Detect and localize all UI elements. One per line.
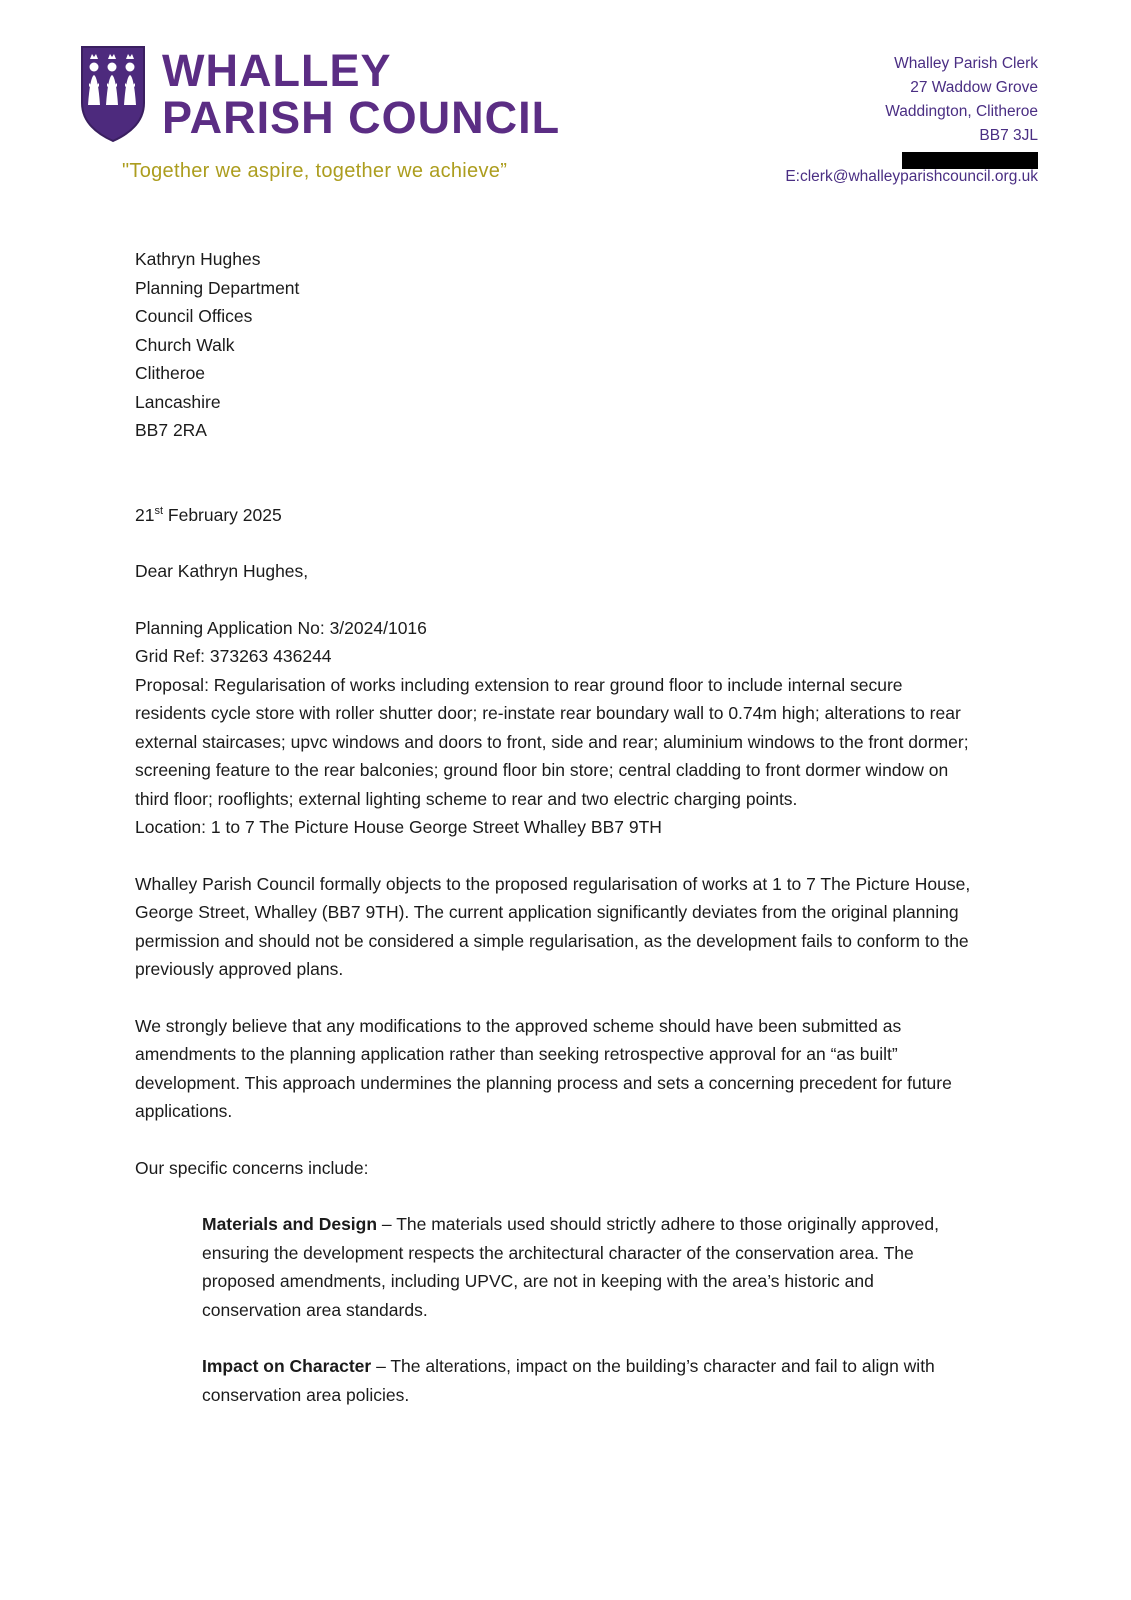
recipient-line: Planning Department xyxy=(135,277,300,298)
salutation: Dear Kathryn Hughes, xyxy=(135,561,309,581)
recipient-line: Clitheroe xyxy=(135,363,206,383)
concerns-intro: Our specific concerns include: xyxy=(135,1157,369,1178)
belief-paragraph: We strongly believe that any modifications to the approved scheme should have been submitted as amendments to the planning application rather than seeking retrospective approval for an “as built” development. This approach undermines the planning process and sets a concerning precedent for future applications. xyxy=(135,1015,952,1121)
clerk-address-line: 27 Waddow Grove xyxy=(910,79,1038,96)
letter-body xyxy=(135,245,975,1409)
clerk-address-line: Whalley Parish Clerk xyxy=(894,55,1038,72)
letterhead xyxy=(0,0,1131,215)
org-name-line1: WHALLEY xyxy=(162,45,392,96)
proposal-description: Proposal: Regularisation of works including extension to rear ground floor to include internal secure residents cycle store with roller shutter door; re-instate rear boundary wall to 0.74m high; alterations to rear external staircases; upvc windows and doors to front, side and rear; aluminium windows to the front dormer; screening feature to the rear balconies; ground floor bin store; central cladding to front dormer window on third floor; rooflights; external lighting scheme to rear and two electric charging points. xyxy=(135,674,969,809)
recipient-address-block xyxy=(135,245,975,445)
org-name xyxy=(162,45,561,143)
application-number: Planning Application No: 3/2024/1016 xyxy=(135,617,427,638)
clerk-email: E:clerk@whalleyparishcouncil.org.uk xyxy=(785,168,1038,185)
clerk-address-block xyxy=(885,52,1038,177)
concern-materials-and-design xyxy=(202,1210,970,1324)
recipient-line: BB7 2RA xyxy=(135,420,207,440)
clerk-address-line: BB7 3JL xyxy=(979,127,1038,144)
concern-title: Materials and Design xyxy=(202,1214,378,1234)
date-ordinal-suffix: st xyxy=(154,504,164,517)
concern-text: – The materials used should strictly adhere to those originally approved, ensuring the development respects the architectural character of the conservation area. The proposed amendments, including UPVC, are not in keeping with the area’s historic and conservation area standards. xyxy=(202,1214,939,1320)
recipient-line: Council Offices xyxy=(135,306,253,326)
clerk-address-line: Waddington, Clitheroe xyxy=(885,103,1038,120)
recipient-line: Kathryn Hughes xyxy=(135,249,261,269)
redacted-phone-bar xyxy=(902,152,1038,169)
application-details-block xyxy=(135,614,975,842)
recipient-line: Lancashire xyxy=(135,391,221,412)
objection-paragraph: Whalley Parish Council formally objects to the proposed regularisation of works at 1 to 7 The Picture House, George Street, Whalley (BB7 9TH). The current application significantly deviates from the original planning permission and should not be considered a simple regularisation, as the development fails to conform to the previously approved plans. xyxy=(135,873,971,979)
letter-date: 21st February 2025 xyxy=(135,504,282,525)
concern-title: Impact on Character xyxy=(202,1356,372,1376)
application-location: Location: 1 to 7 The Picture House George Street Whalley BB7 9TH xyxy=(135,817,662,837)
council-crest-icon xyxy=(80,45,146,143)
concern-impact-on-character xyxy=(202,1352,970,1409)
org-name-line2: PARISH COUNCIL xyxy=(162,91,561,143)
council-tagline: "Together we aspire, together we achieve” xyxy=(122,160,508,182)
grid-reference: Grid Ref: 373263 436244 xyxy=(135,646,332,666)
recipient-line: Church Walk xyxy=(135,334,235,355)
concern-text: – The alterations, impact on the building’s character and fail to align with conservation area policies. xyxy=(202,1356,935,1405)
